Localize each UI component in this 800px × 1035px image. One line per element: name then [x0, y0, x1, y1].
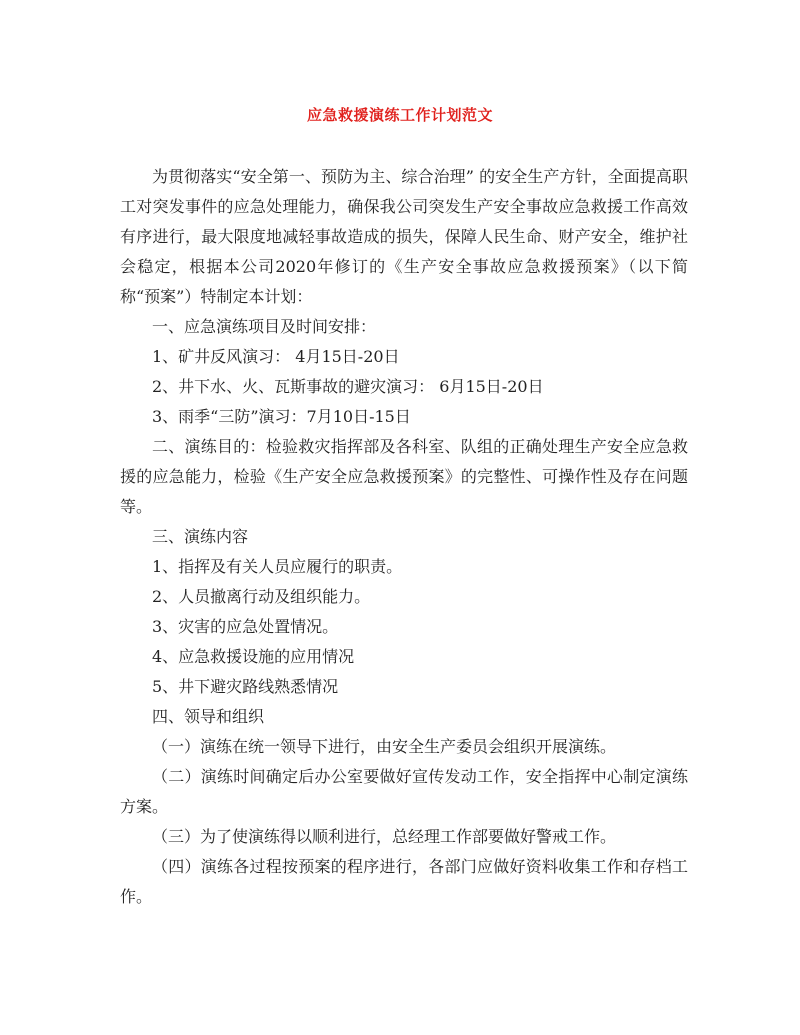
document-body — [120, 162, 688, 912]
section-heading-4: 四、领导和组织 — [152, 707, 265, 726]
list-item: （三）为了使演练得以顺利进行，总经理工作部要做好警戒工作。 — [152, 827, 617, 846]
list-item: （二）演练时间确定后办公室要做好宣传发动工作，安全指挥中心制定演练方案。 — [120, 767, 688, 816]
list-item: 1、指挥及有关人员应履行的职责。 — [152, 557, 403, 576]
list-item: 5、井下避灾路线熟悉情况 — [152, 677, 339, 696]
section-heading-1: 一、应急演练项目及时间安排： — [152, 317, 377, 336]
list-item: 2、井下水、火、瓦斯事故的避灾演习： 6月15日-20日 — [152, 377, 544, 396]
section-heading-2: 二、演练目的：检验救灾指挥部及各科室、队组的正确处理生产安全应急救援的应急能力，检验《生产安全应急救援预案》的完整性、可操作性及存在问题等。 — [120, 437, 688, 516]
document-title: 应急救援演练工作计划范文 — [306, 106, 493, 124]
list-item: 2、人员撤离行动及组织能力。 — [152, 587, 371, 606]
section-heading-3: 三、演练内容 — [152, 527, 249, 546]
list-item: （一）演练在统一领导下进行，由安全生产委员会组织开展演练。 — [152, 737, 617, 756]
list-item: 1、矿井反风演习： 4月15日-20日 — [152, 347, 400, 366]
paragraph-intro: 为贯彻落实“安全第一、预防为主、综合治理” 的安全生产方针，全面提高职工对突发事件的应急处理能力，确保我公司突发生产安全事故应急救援工作高效有序进行，最大限度地减轻事故造成的损失，保障人民生命、财产安全，维护社会稳定，根据本公司2020年修订的《生产安全事故应急救援预案》（以下简称“预案”）特制定本计划： — [120, 167, 688, 306]
list-item: 4、应急救援设施的应用情况 — [152, 647, 355, 666]
list-item: 3、灾害的应急处置情况。 — [152, 617, 339, 636]
list-item: 3、雨季“三防”演习：7月10日-15日 — [152, 407, 411, 426]
list-item: （四）演练各过程按预案的程序进行，各部门应做好资料收集工作和存档工作。 — [120, 857, 688, 906]
